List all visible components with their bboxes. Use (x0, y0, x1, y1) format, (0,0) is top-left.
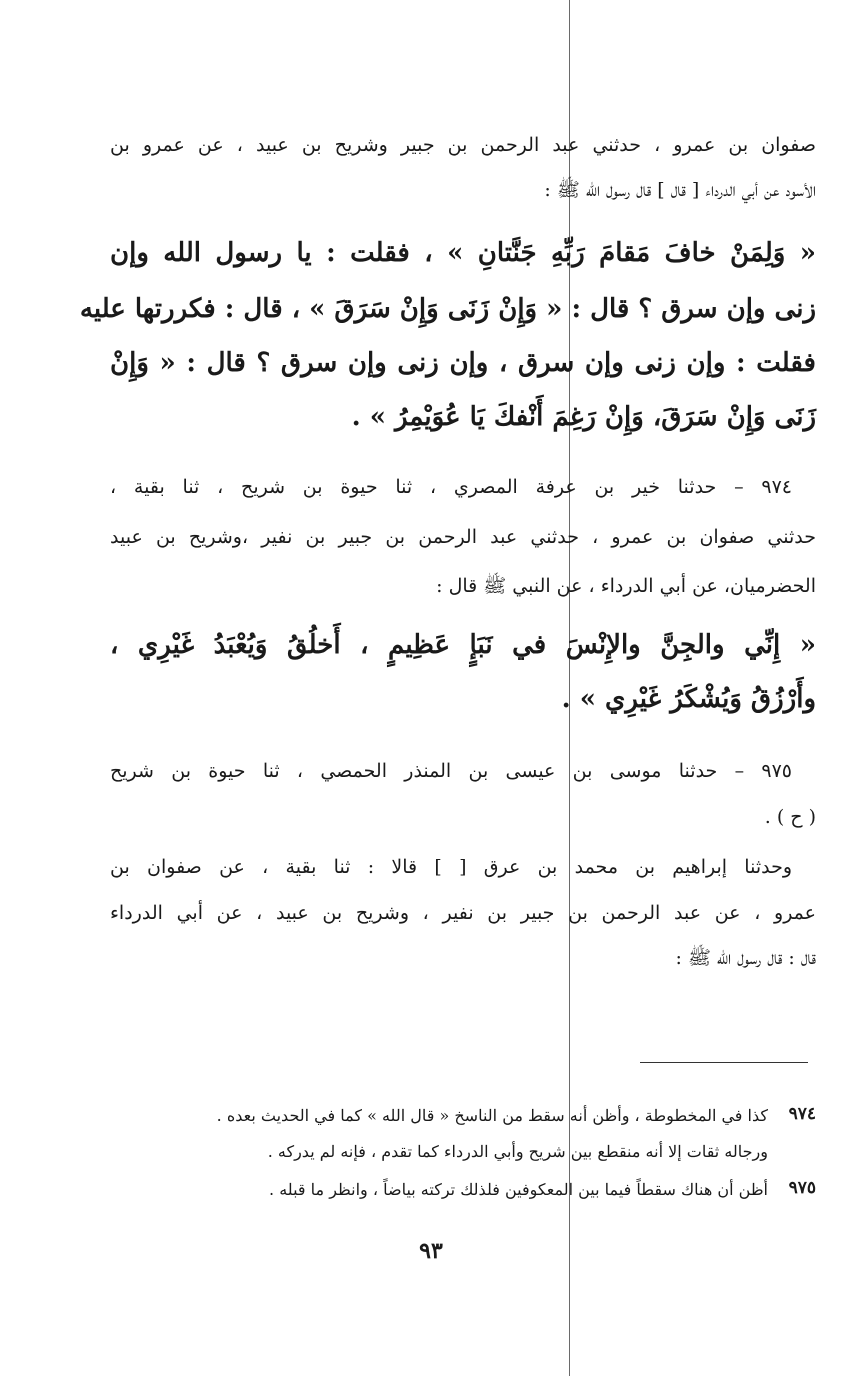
hadith-975-line-2: ( ح ) . (764, 806, 816, 828)
hadith-973-line-1: صفوان بن عمرو ، حدثني عبد الرحمن بن جبير وشريح بن عبيد ، عن عمرو بن (110, 134, 816, 156)
footnote-974-number: ٩٧٤ (788, 1104, 816, 1124)
hadith-975-line-1: ٩٧٥ – حدثنا موسى بن عيسى بن المنذر الحمصي ، ثنا حيوة بن شريح (110, 760, 792, 782)
hadith-975-continuation-line-2: عمرو ، عن عبد الرحمن بن جبير بن نفير ، وشريح بن عبيد ، عن أبي الدرداء (110, 902, 816, 924)
page-number: ٩٣ (419, 1238, 443, 1264)
footnote-975-number: ٩٧٥ (788, 1178, 816, 1198)
hadith-973-quote-line-2: زنى وإن سرق ؟ قال : « وَإِنْ زَنَى وَإِنْ سَرَقَ » ، قال : فكررتها عليه (79, 294, 816, 324)
hadith-975-continuation-line-3: قال : قال رسول الله ﷺ : (675, 947, 816, 969)
hadith-975-continuation-line-1: وحدثنا إبراهيم بن محمد بن عرق [ ] قالا : ثنا بقية ، عن صفوان بن (110, 856, 792, 878)
footnote-separator (640, 1062, 808, 1063)
hadith-974-line-2: حدثني صفوان بن عمرو ، حدثني عبد الرحمن بن جبير بن نفير ،وشريح بن عبيد (110, 526, 816, 548)
hadith-974-line-3: الحضرميان، عن أبي الدرداء ، عن النبي ﷺ قال : (436, 575, 816, 597)
hadith-973-quote-line-4: زَنَى وَإِنْ سَرَقَ، وَإِنْ رَغِمَ أَنْفكَ يَا عُوَيْمِرُ » . (351, 402, 816, 432)
hadith-974-quote-line-1: « إِنِّي والجِنَّ والإِنْسَ في نَبَإٍ عَظِيمٍ ، أَخلُقُ وَيُعْبَدُ غَيْرِي ، (110, 630, 816, 660)
hadith-973-quote-line-1: « وَلِمَنْ خافَ مَقامَ رَبِّهِ جَنَّتانِ » ، فقلت : يا رسول الله وإن (110, 238, 816, 268)
footnote-975-line-1: أظن أن هناك سقطاً فيما بين المعكوفين فلذلك تركته بياضاً ، وانظر ما قبله . (269, 1180, 768, 1199)
footnote-974-line-1: كذا في المخطوطة ، وأظن أنه سقط من الناسخ « قال الله » كما في الحديث بعده . (216, 1106, 768, 1125)
hadith-973-quote-line-3: فقلت : وإن زنى وإن سرق ، وإن زنى وإن سرق ؟ قال : « وَإِنْ (110, 348, 816, 378)
hadith-974-quote-line-2: وأَرْزُقُ وَيُشْكَرُ غَيْرِي » . (561, 684, 816, 714)
footnote-974-line-2: ورجاله ثقات إلا أنه منقطع بين شريح وأبي الدرداء كما تقدم ، فإنه لم يدركه . (267, 1142, 768, 1161)
hadith-974-line-1: ٩٧٤ – حدثنا خير بن عرفة المصري ، ثنا حيوة بن شريح ، ثنا بقية ، (110, 476, 792, 498)
hadith-973-line-2: الأسود عن أبي الدرداء [ قال ] قال رسول الله ﷺ : (544, 179, 816, 201)
